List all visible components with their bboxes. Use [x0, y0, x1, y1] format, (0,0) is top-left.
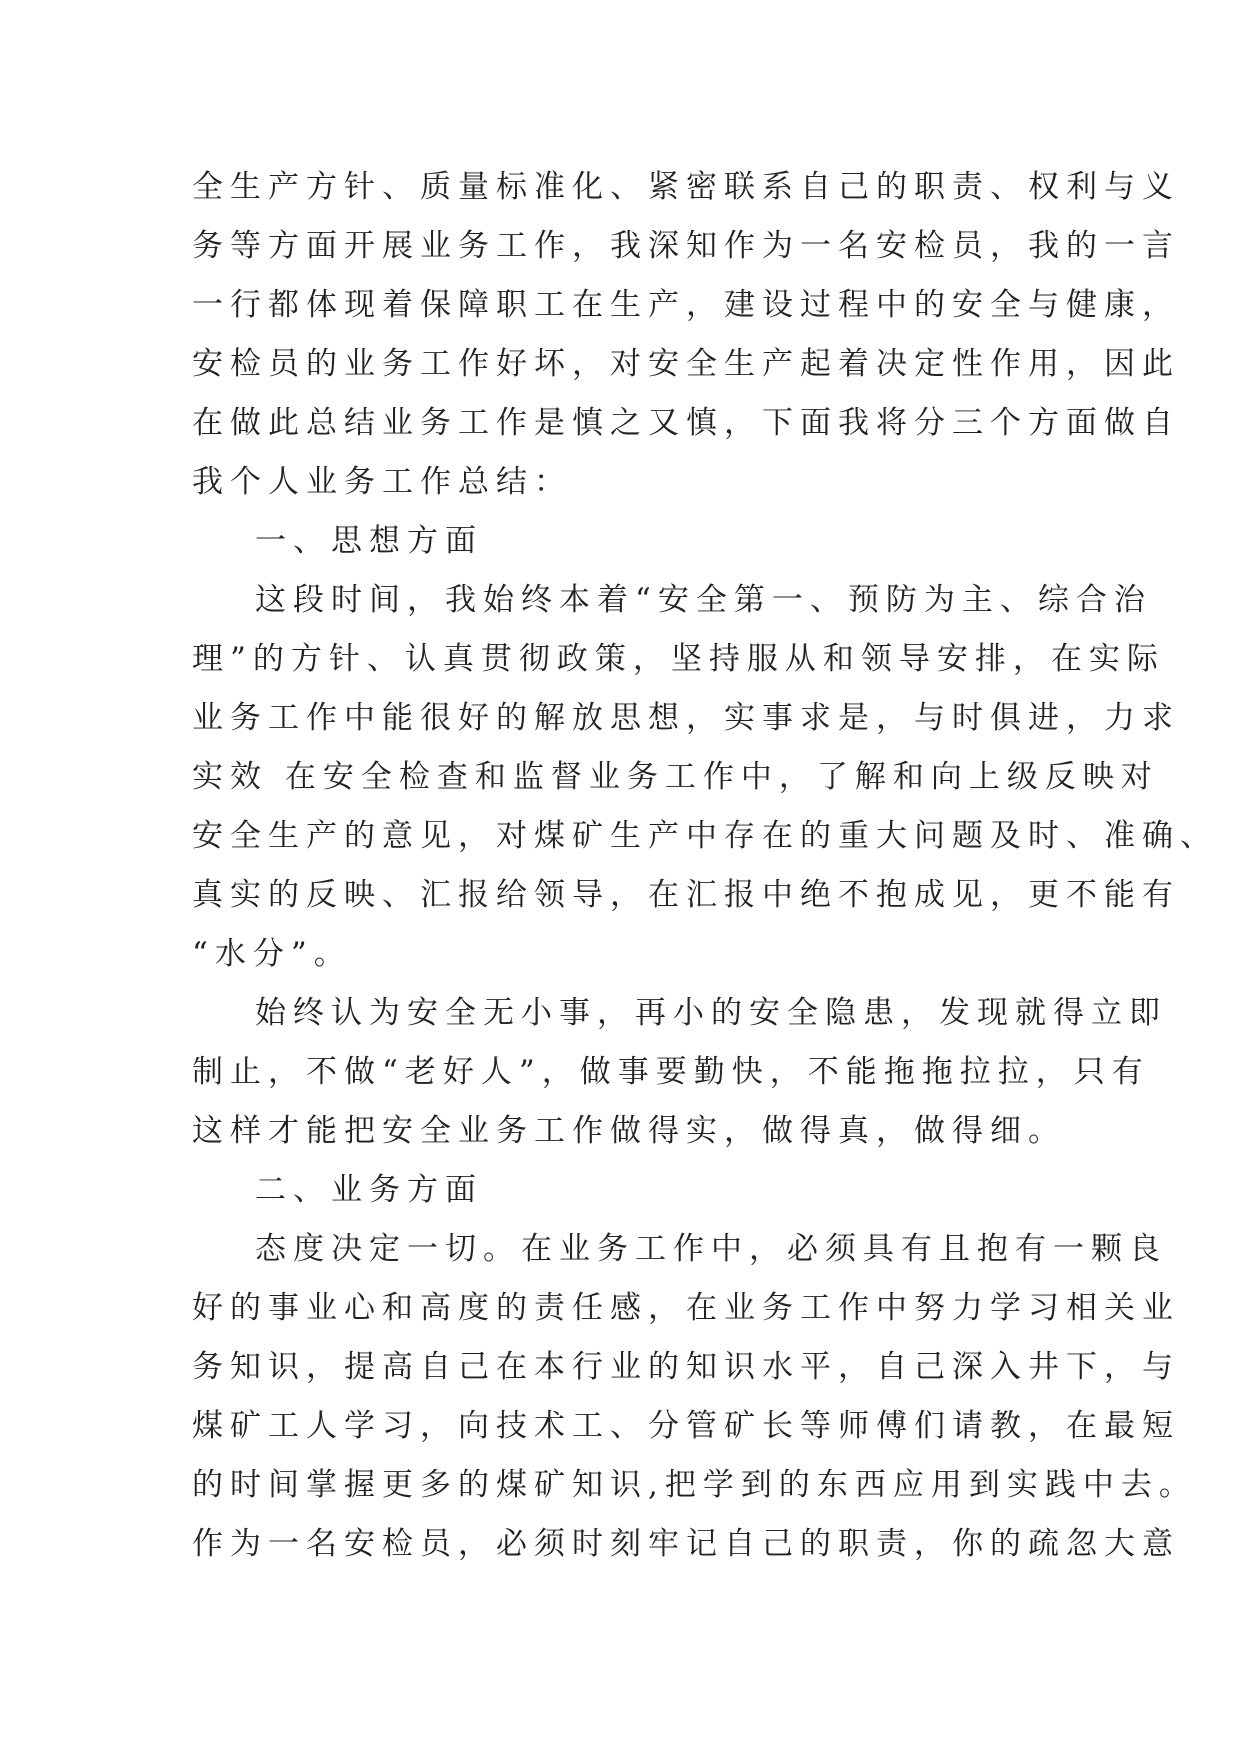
- text-line: 煤矿工人学习，向技术工、分管矿长等师傅们请教，在最短: [192, 1408, 1180, 1444]
- text-line: 我个人业务工作总结：: [192, 464, 572, 500]
- text-line: 业务工作中能很好的解放思想，实事求是，与时俱进，力求: [192, 700, 1180, 736]
- text-line: “水分”。: [192, 936, 352, 972]
- text-line: 理”的方针、认真贯彻政策，坚持服从和领导安排，在实际: [192, 641, 1165, 677]
- text-line: 态度决定一切。在业务工作中，必须具有且抱有一颗良: [255, 1231, 1167, 1267]
- text-line: 这段时间，我始终本着“安全第一、预防为主、综合治: [255, 582, 1152, 618]
- text-line: 务知识，提高自己在本行业的知识水平，自己深入井下，与: [192, 1349, 1180, 1385]
- text-line: 好的事业心和高度的责任感，在业务工作中努力学习相关业: [192, 1290, 1180, 1326]
- text-line: 真实的反映、汇报给领导，在汇报中绝不抱成见，更不能有: [192, 877, 1180, 913]
- text-line: 安检员的业务工作好坏，对安全生产起着决定性作用，因此: [192, 346, 1180, 382]
- text-line: 实效 在安全检查和监督业务工作中，了解和向上级反映对: [192, 759, 1159, 795]
- text-line: 的时间掌握更多的煤矿知识,把学到的东西应用到实践中去。: [192, 1467, 1197, 1503]
- text-line: 在做此总结业务工作是慎之又慎，下面我将分三个方面做自: [192, 405, 1180, 441]
- text-line: 全生产方针、质量标准化、紧密联系自己的职责、权利与义: [192, 169, 1180, 205]
- text-line: 一行都体现着保障职工在生产，建设过程中的安全与健康，: [192, 287, 1180, 323]
- document-body: [192, 158, 1218, 1574]
- text-line: 作为一名安检员，必须时刻牢记自己的职责，你的疏忽大意: [192, 1526, 1180, 1562]
- text-line: 这样才能把安全业务工作做得实，做得真，做得细。: [192, 1113, 1066, 1149]
- text-line: 始终认为安全无小事，再小的安全隐患，发现就得立即: [255, 995, 1167, 1031]
- section-heading-thought: 一、思想方面: [255, 523, 483, 559]
- section-heading-business: 二、业务方面: [255, 1172, 483, 1208]
- text-line: 制止，不做“老好人”，做事要勤快，不能拖拖拉拉，只有: [192, 1054, 1150, 1090]
- text-line: 务等方面开展业务工作，我深知作为一名安检员，我的一言: [192, 228, 1180, 264]
- text-line: 安全生产的意见，对煤矿生产中存在的重大问题及时、准确、: [192, 818, 1218, 854]
